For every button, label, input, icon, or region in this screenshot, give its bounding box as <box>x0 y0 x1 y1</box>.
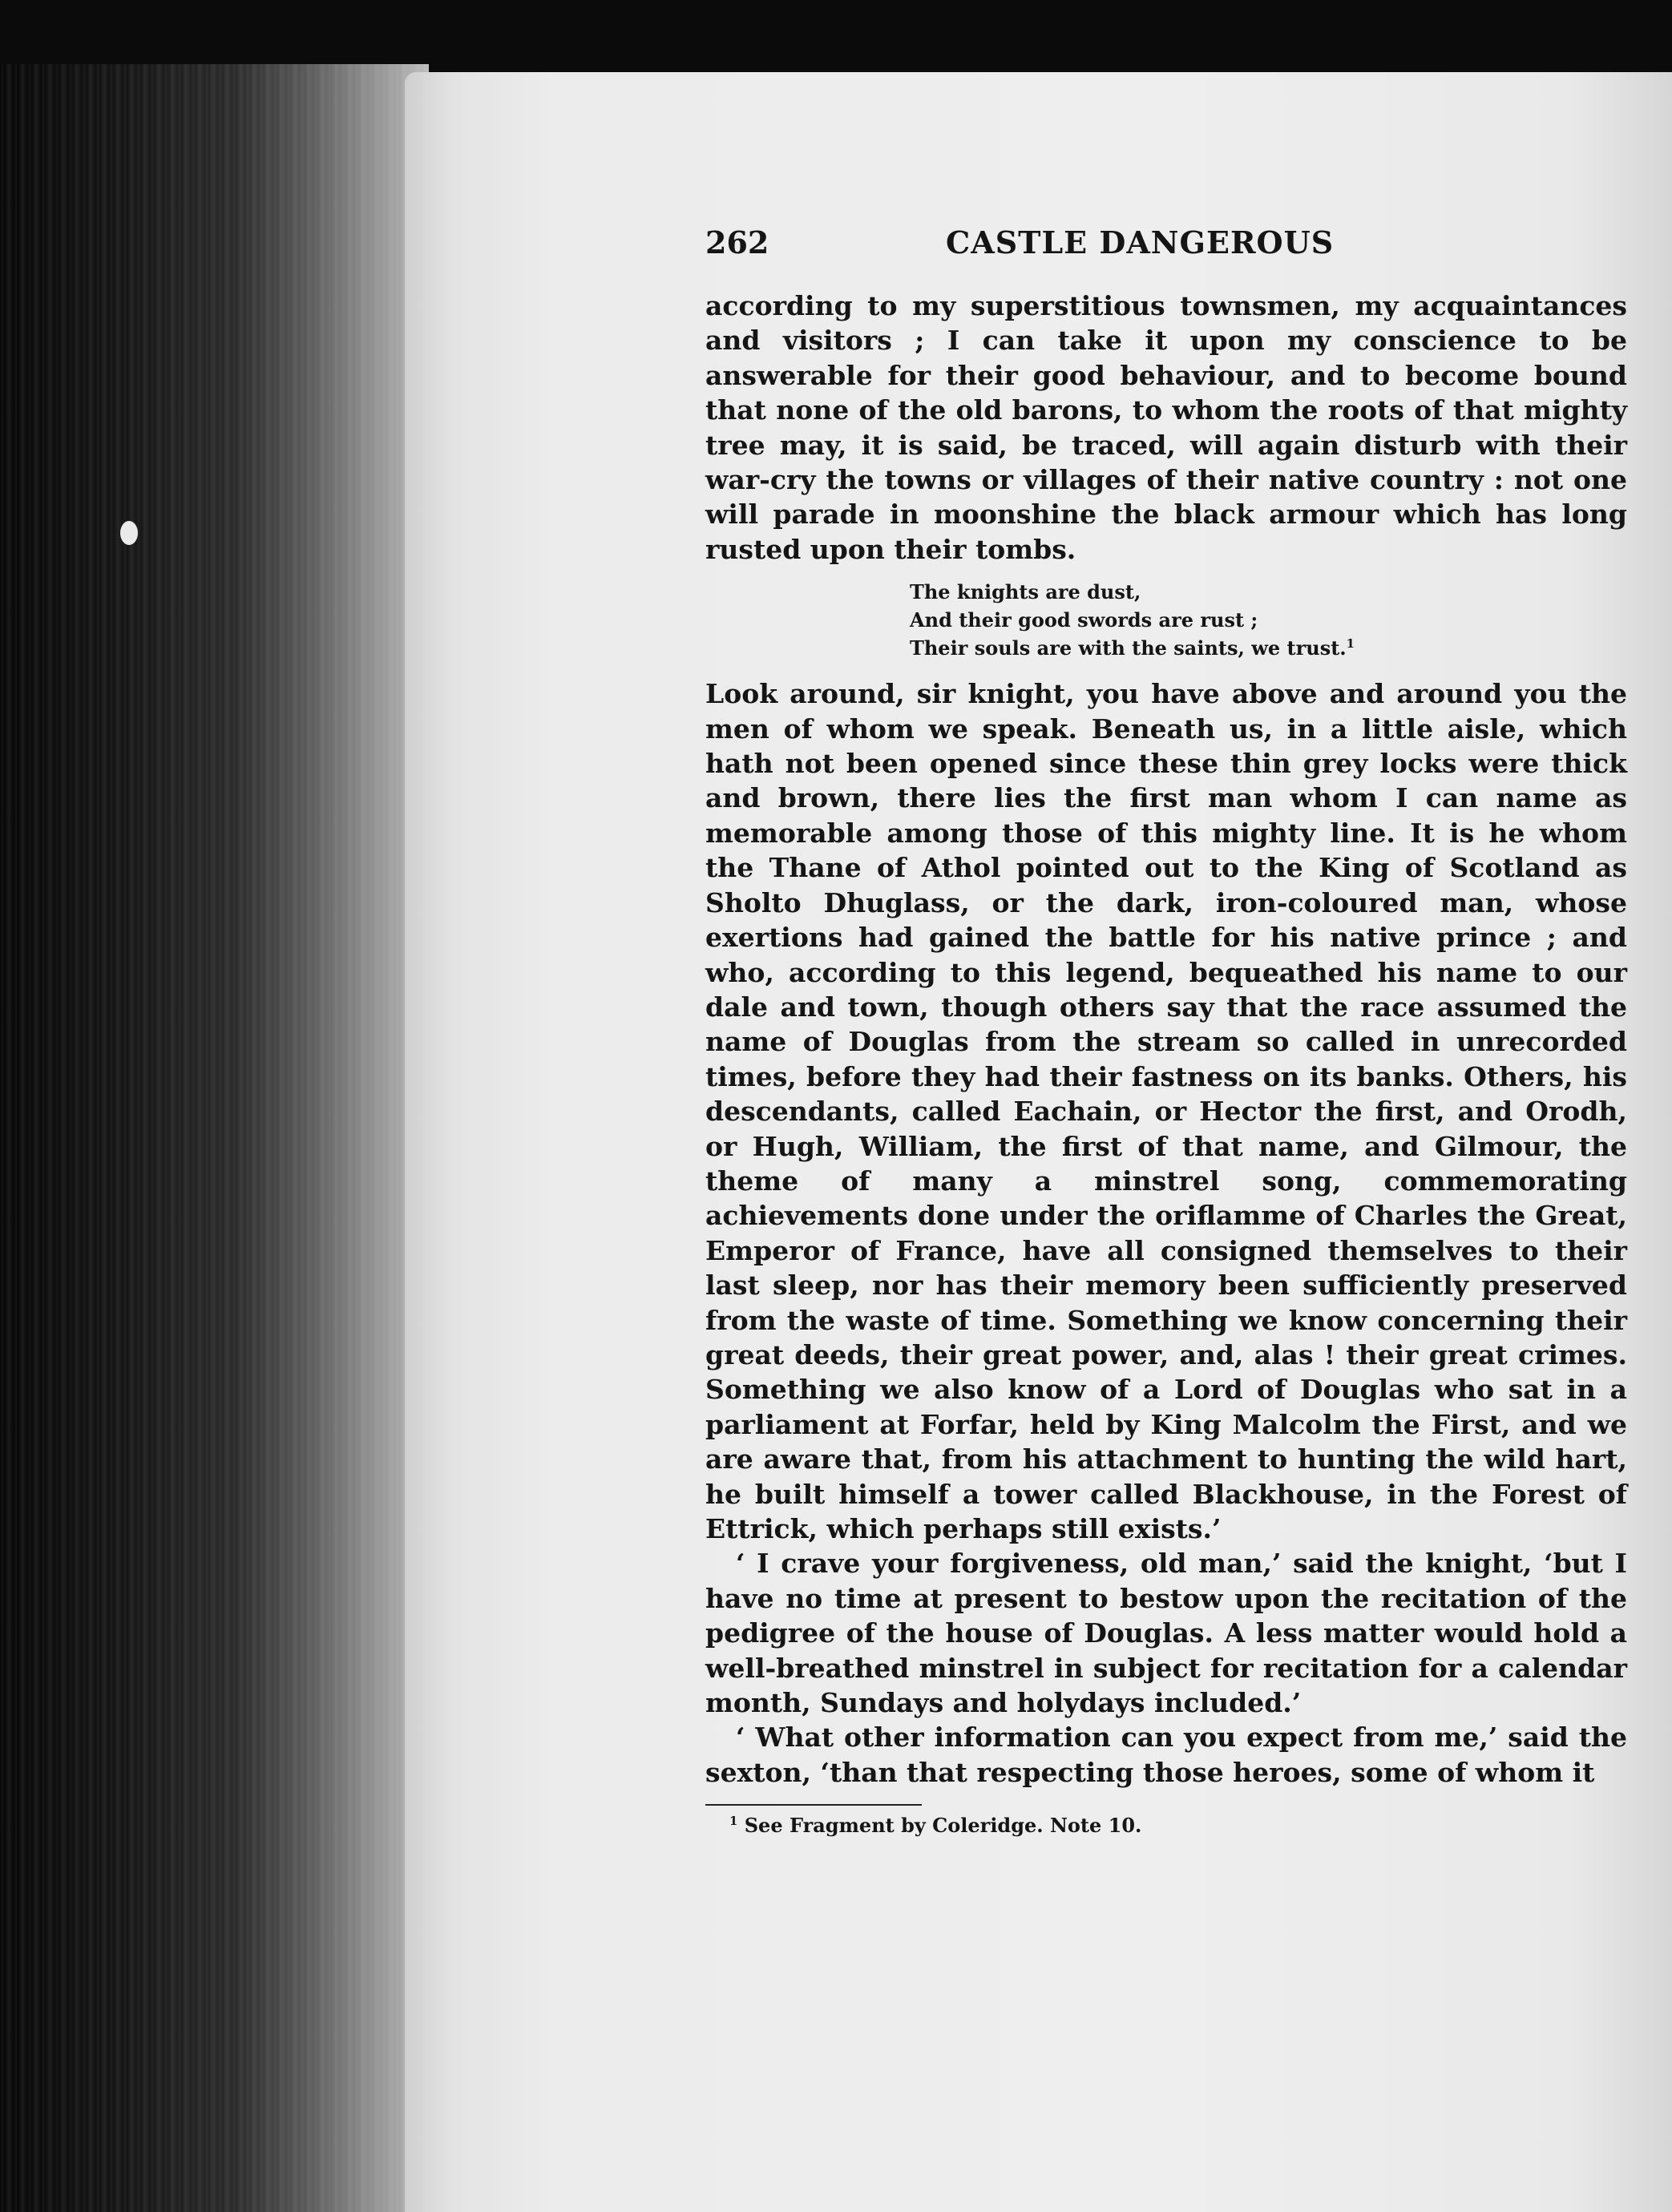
running-head <box>705 224 1627 289</box>
book-edge <box>0 64 429 2212</box>
paragraph-4: ‘ What other information can you expect from me,’ said the sexton, ‘than that respecting those heroes, some of whom it <box>705 1722 1627 1788</box>
footnote-number: 1 <box>729 1814 738 1829</box>
verse-line-1: The knights are dust, <box>910 580 1141 604</box>
verse-line-3 <box>910 634 1627 662</box>
scan-speck <box>120 521 138 545</box>
page-text <box>705 224 1627 1837</box>
paragraph-3: ‘ I crave your forgiveness, old man,’ said the knight, ‘but I have no time at present to bestow upon the recitation of the pedigree of the house of Douglas. A less matter would hold a well-breathed minstrel in subject for recitation for a calendar month, Sundays and holydays included.’ <box>705 1548 1627 1719</box>
page-number: 262 <box>705 224 769 260</box>
verse-quote <box>910 578 1627 662</box>
footnote-text: See Fragment by Coleridge. Note 10. <box>744 1814 1142 1838</box>
verse-line-2: And their good swords are rust ; <box>910 608 1258 632</box>
paragraph-2: Look around, sir knight, you have above and around you the men of whom we speak. Beneath us, in a little aisle, which hath not been opened since these thin grey locks were thick and brown, there lies the first man whom I can name as memorable among those of this mighty line. It is he whom the Thane of Athol pointed out to the King of Scotland as Sholto Dhuglass, or the dark, iron-coloured man, whose exertions had gained the battle for his native prince ; and who, according to this legend, bequeathed his name to our dale and town, though others say that the race assumed the name of Douglas from the stream so called in unrecorded times, before they had their fastness on its banks. Others, his descendants, called Eachain, or Hector the first, and Orodh, or Hugh, William, the first of that name, and Gilmour, the theme of many a minstrel song, commemorating achievements done under the oriflamme of Charles the Great, Emperor of France, have all consigned themselves to their last sleep, nor has their memory been sufficiently preserved from the waste of time. Something we know concerning their great deeds, their great power, and, alas ! their great crimes. Something we also know of a Lord of Douglas who sat in a parliament at Forfar, held by King Malcolm the First, and we are aware that, from his attachment to hunting the wild hart, he built himself a tower called Blackhouse, in the Forest of Ettrick, which perhaps still exists.’ <box>705 678 1627 1544</box>
footnote <box>705 1814 1627 1837</box>
footnote-marker: 1 <box>1346 636 1355 652</box>
running-title: CASTLE DANGEROUS <box>946 224 1335 260</box>
verse-line-3-text: Their souls are with the saints, we trust. <box>910 636 1347 660</box>
footnote-rule <box>705 1804 922 1806</box>
paragraph-1: according to my superstitious townsmen, my acquaintances and visitors ; I can take it upon my conscience to be answerable for their good behaviour, and to become bound that none of the old barons, to whom the roots of that mighty tree may, it is said, be traced, will again disturb with their war-cry the towns or villages of their native country : not one will parade in moonshine the black armour which has long rusted upon their tombs. <box>705 290 1627 565</box>
